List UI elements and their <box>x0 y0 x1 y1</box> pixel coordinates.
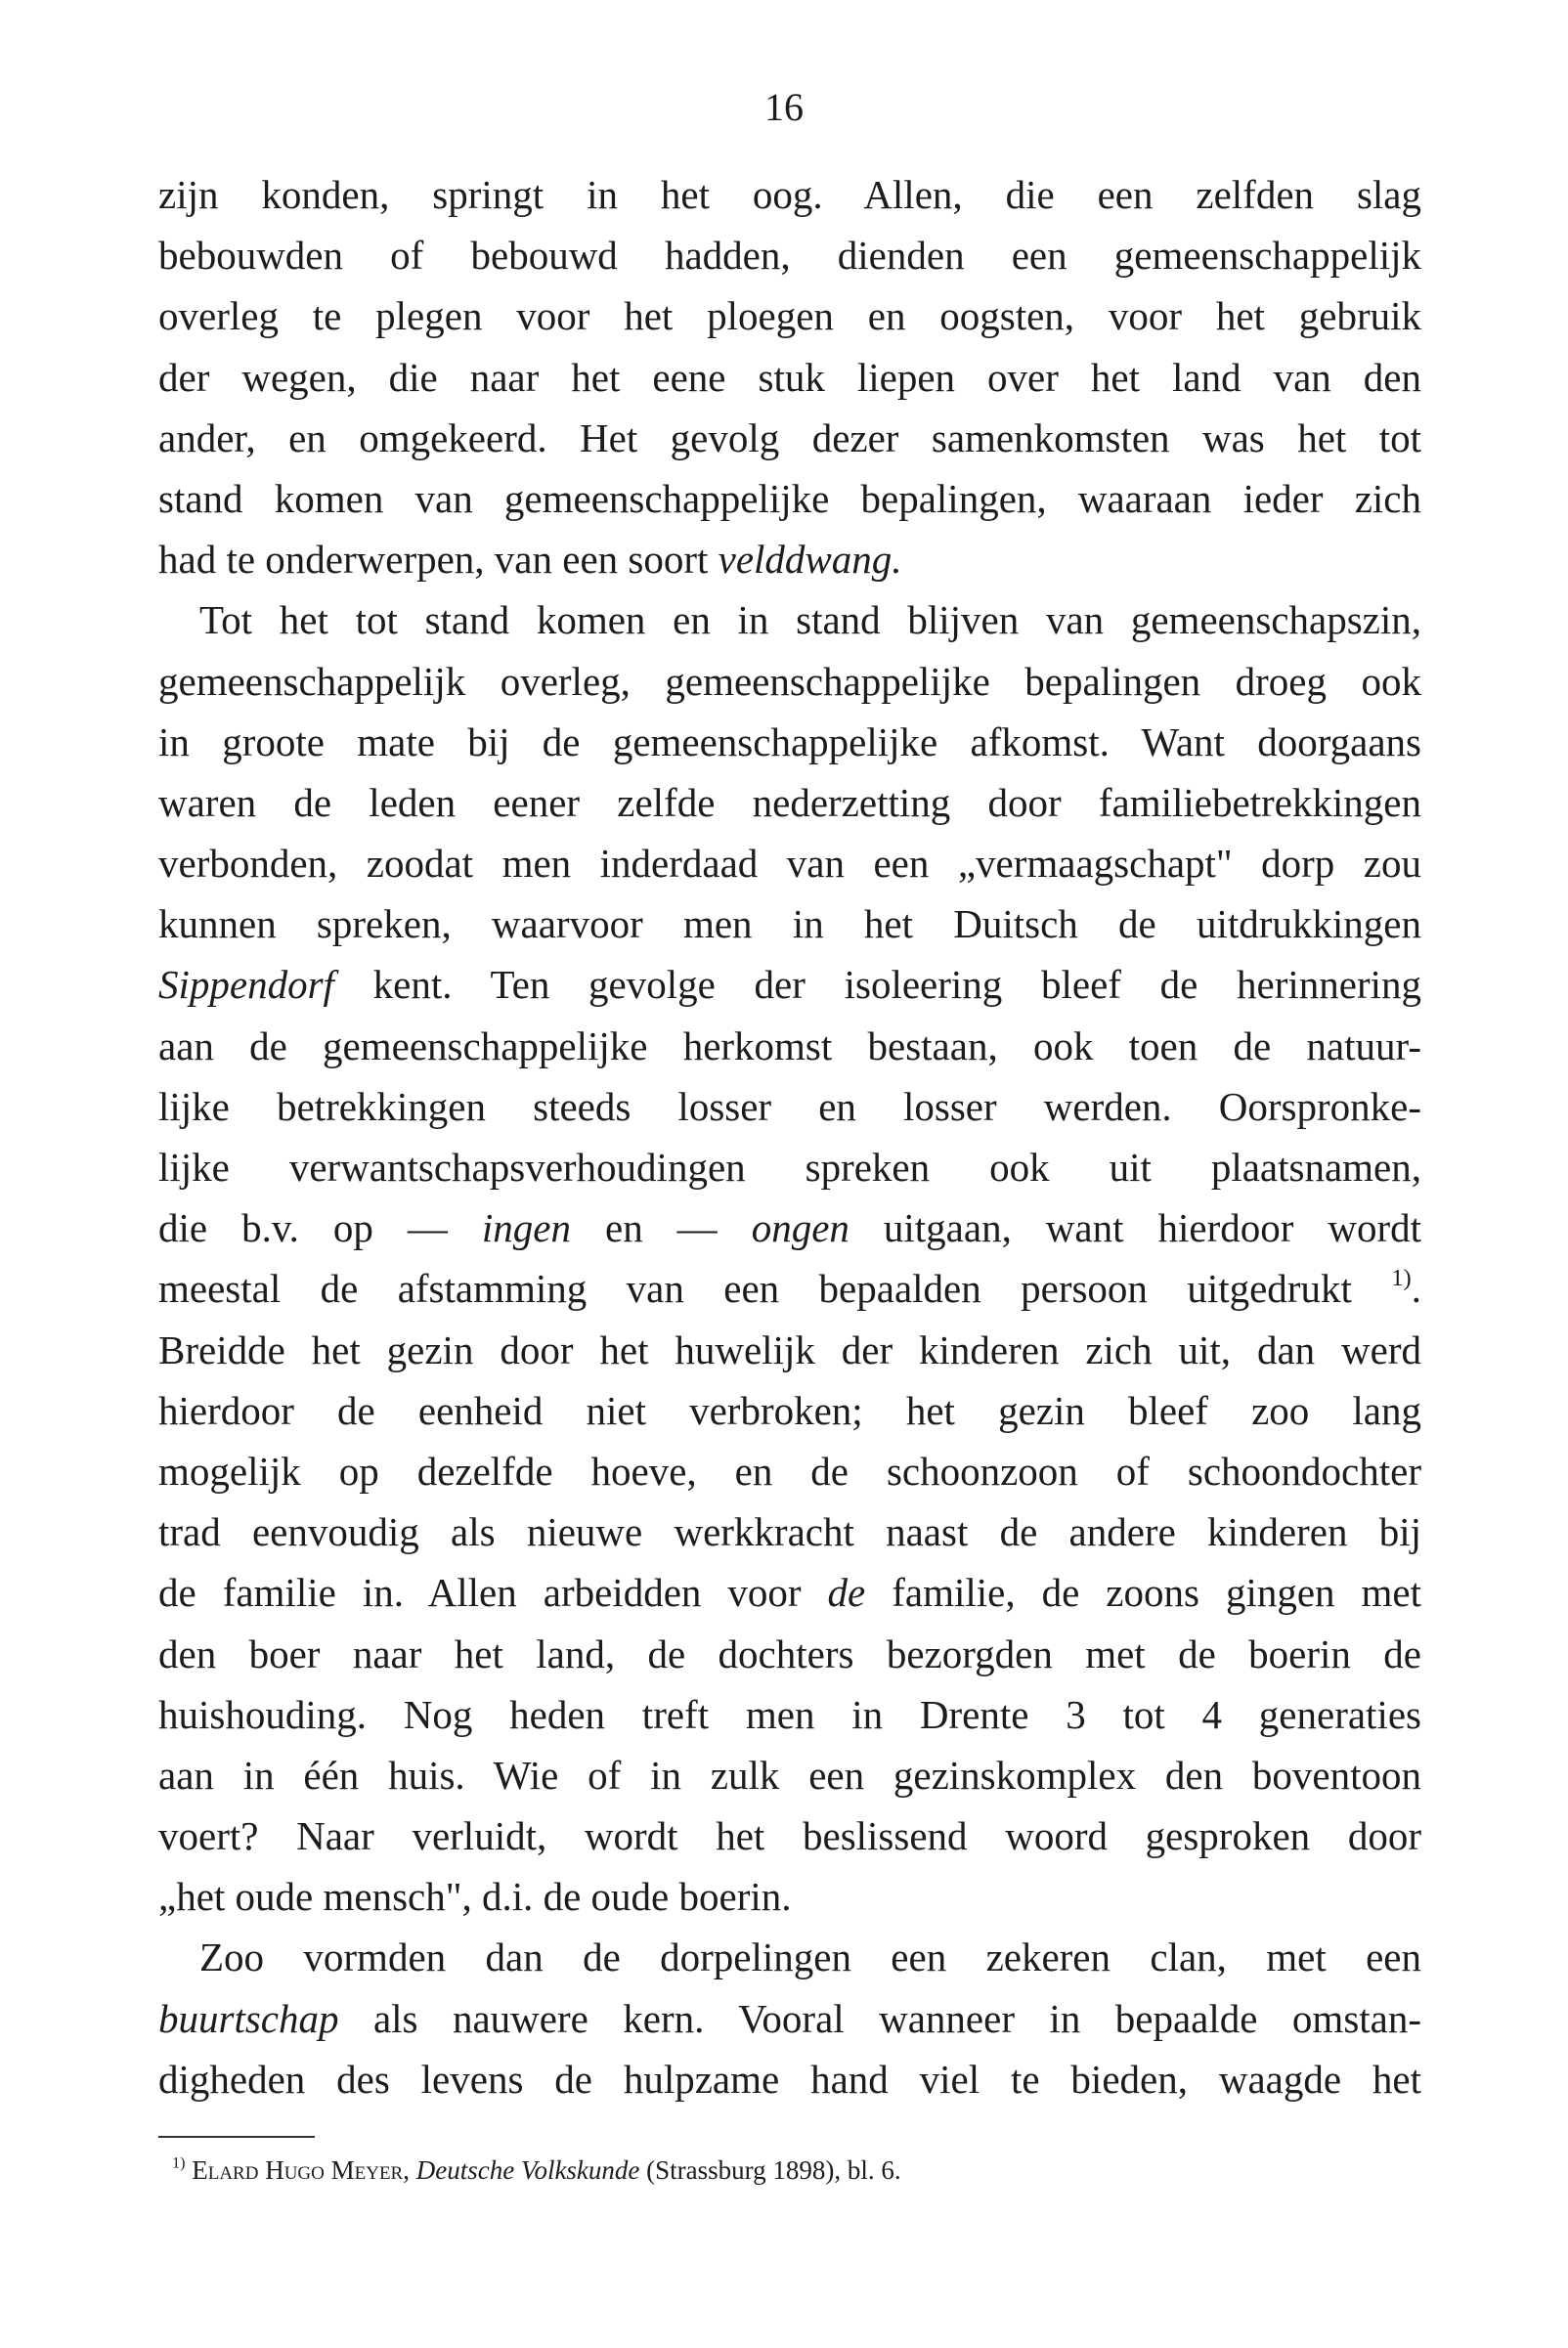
italic-term: Sippendorf <box>158 962 334 1008</box>
text-line: verbonden, zoodat men inderdaad van een „vermaagschapt" dorp zou <box>158 841 1421 887</box>
text-line: zijn konden, springt in het oog. Allen, die een zelfden slag <box>158 172 1421 217</box>
text-line: kunnen spreken, waarvoor men in het Duitsch de uitdrukkingen <box>158 901 1421 947</box>
footnote-author: Elard Hugo Meyer, <box>192 2155 410 2185</box>
text-line: overleg te plegen voor het ploegen en oogsten, voor het gebruik <box>158 293 1421 339</box>
text-segment: als nauwere kern. Vooral wanneer in bepaalde omstan- <box>372 1995 1421 2041</box>
text-line <box>158 954 1421 1015</box>
footnote <box>172 2152 1421 2188</box>
text-segment: uitgaan, want hierdoor wordt <box>883 1205 1421 1251</box>
text-line: den boer naar het land, de dochters bezorgden met de boerin de <box>158 1631 1421 1676</box>
footnote-marker: 1) <box>1391 1265 1412 1292</box>
italic-term: velddwang. <box>718 537 902 583</box>
body-text <box>158 164 1421 2109</box>
text-line: der wegen, die naar het eene stuk liepen over het land van den <box>158 354 1421 400</box>
text-line: stand komen van gemeenschappelijke bepalingen, waaraan ieder zich <box>158 475 1421 521</box>
text-line <box>158 529 1421 589</box>
text-line: aan in één huis. Wie of in zulk een gezinskomplex den boventoon <box>158 1752 1421 1798</box>
text-line: hierdoor de eenheid niet verbroken; het gezin bleef zoo lang <box>158 1387 1421 1433</box>
text-line: Tot het tot stand komen en in stand blijven van gemeenschapszin, <box>199 597 1421 643</box>
text-segment: familie, de zoons gingen met <box>892 1570 1421 1616</box>
italic-term: ingen <box>481 1205 571 1251</box>
text-segment: meestal de afstamming van een bepaalden persoon uitgedrukt <box>158 1266 1352 1312</box>
text-segment: die b.v. op — <box>158 1205 448 1251</box>
page-number: 16 <box>764 85 804 129</box>
text-line <box>158 1197 1421 1258</box>
text-line <box>158 1562 1421 1623</box>
text-line: Zoo vormden dan de dorpelingen een zekeren clan, met een <box>199 1935 1421 1980</box>
text-segment: en — <box>605 1205 718 1251</box>
footnote-title: Deutsche Volkskunde <box>415 2155 640 2185</box>
text-line: in groote mate bij de gemeenschappelijke afkomst. Want doorgaans <box>158 718 1421 764</box>
text-line: bebouwden of bebouwd hadden, dienden een gemeenschappelijk <box>158 233 1421 279</box>
text-line: lijke betrekkingen steeds losser en losser werden. Oorspronke- <box>158 1083 1421 1129</box>
italic-term: de <box>827 1570 866 1616</box>
text-line: mogelijk op dezelfde hoeve, en de schoonzoon of schoondochter <box>158 1448 1421 1494</box>
text-line: digheden des levens de hulpzame hand viel te bieden, waagde het <box>158 2056 1421 2102</box>
text-line: voert? Naar verluidt, wordt het beslissend woord gesproken door <box>158 1813 1421 1859</box>
text-line: waren de leden eener zelfde nederzetting door familiebetrekkingen <box>158 779 1421 825</box>
text-segment: de familie in. Allen arbeidden voor <box>158 1570 802 1616</box>
text-line: aan de gemeenschappelijke herkomst bestaan, ook toen de natuur- <box>158 1022 1421 1068</box>
text-line: huishouding. Nog heden treft men in Drente 3 tot 4 generaties <box>158 1691 1421 1737</box>
italic-term: ongen <box>751 1205 849 1251</box>
italic-term: buurtschap <box>158 1995 339 2041</box>
text-line: gemeenschappelijk overleg, gemeenschappelijke bepalingen droeg ook <box>158 658 1421 704</box>
text-line: „het oude mensch", d.i. de oude boerin. <box>158 1874 792 1920</box>
text-segment: kent. Ten gevolge der isoleering bleef de herinnering <box>372 962 1421 1008</box>
text-line <box>158 1988 1421 2049</box>
footnote-marker: 1) <box>172 2153 186 2172</box>
footnote-source: (Strassburg 1898), bl. 6. <box>646 2155 901 2185</box>
text-line: trad eenvoudig als nieuwe werkkracht naast de andere kinderen bij <box>158 1509 1421 1555</box>
text-line: lijke verwantschapsverhoudingen spreken ook uit plaatsnamen, <box>158 1145 1421 1190</box>
text-line: ander, en omgekeerd. Het gevolg dezer samenkomsten was het tot <box>158 414 1421 460</box>
text-segment: had te onderwerpen, van een soort <box>158 537 709 583</box>
footnote-divider <box>158 2136 315 2138</box>
text-line: Breidde het gezin door het huwelijk der kinderen zich uit, dan werd <box>158 1326 1421 1372</box>
text-line: meestal de afstamming van een bepaalden persoon uitgedrukt $^{1)}$. <box>158 1265 1421 1312</box>
